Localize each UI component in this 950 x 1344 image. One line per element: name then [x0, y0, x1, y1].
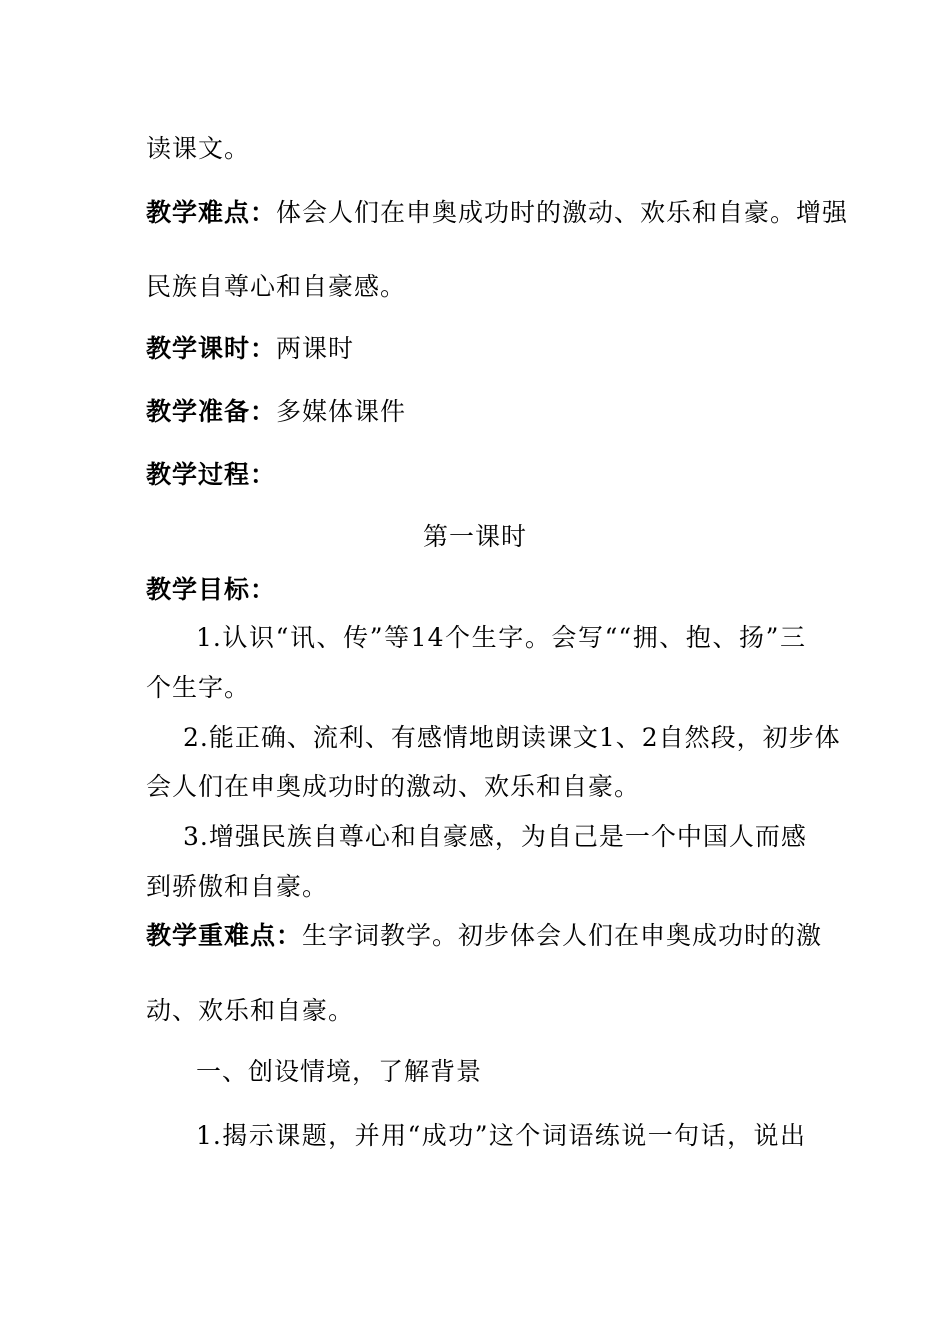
hours-line [146, 333, 806, 365]
difficulty-label: 教学难点： [146, 198, 277, 227]
step-1-line: 1.揭示课题，并用“成功”这个词语练说一句话，说出 [196, 1121, 806, 1150]
goal-2-continuation: 会人们在申奥成功时的激动、欢乐和自豪。 [146, 772, 641, 801]
goal-3-continuation: 到骄傲和自豪。 [146, 872, 329, 901]
prep-line [146, 396, 806, 428]
goal-2-line: 2.能正确、流利、有感情地朗读课文1、2自然段，初步体 [183, 723, 841, 752]
hours-label: 教学课时： [146, 334, 277, 363]
prep-text: 多媒体课件 [276, 397, 407, 426]
goal-1-line: 1.认识“讯、传”等14个生字。会写““拥、抱、扬”三 [196, 623, 806, 652]
goal-3-line: 3.增强民族自尊心和自豪感，为自己是一个中国人而感 [183, 822, 807, 851]
process-label: 教学过程： [146, 460, 277, 489]
hours-text: 两课时 [276, 334, 355, 363]
difficulty-line [146, 197, 849, 229]
key-points-text: 生字词教学。初步体会人们在申奥成功时的激 [302, 921, 823, 950]
prep-label: 教学准备： [146, 397, 277, 426]
text-line: 读课文。 [146, 134, 251, 163]
goal-1-continuation: 个生字。 [146, 673, 251, 702]
difficulty-text: 体会人们在申奥成功时的激动、欢乐和自豪。增强 [276, 198, 849, 227]
section-heading: 一、创设情境，了解背景 [196, 1057, 483, 1086]
process-line [146, 459, 806, 491]
goals-label: 教学目标： [146, 575, 277, 604]
key-points-label: 教学重难点： [146, 921, 303, 950]
goals-line [146, 574, 806, 606]
key-points-line [146, 920, 823, 952]
text-line: 民族自尊心和自豪感。 [146, 272, 407, 301]
key-points-continuation: 动、欢乐和自豪。 [146, 996, 355, 1025]
lesson-title: 第一课时 [422, 522, 527, 551]
